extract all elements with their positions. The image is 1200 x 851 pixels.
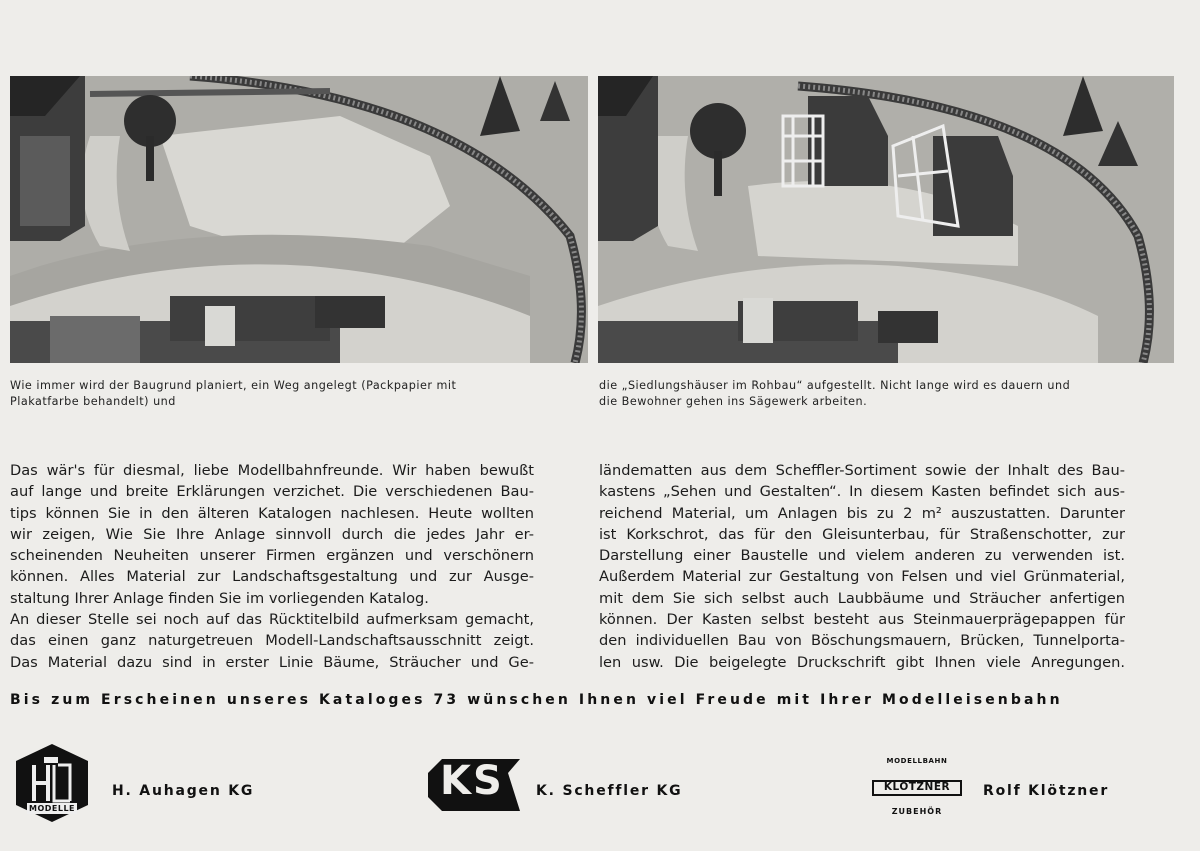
photo-caption-left (10, 378, 456, 410)
body-line: mit dem Sie sich selbst auch Laubbäume und Sträucher anfertigen (599, 589, 1125, 607)
auhagen-modelle-logo-icon (14, 743, 90, 827)
company-scheffler: K. Scheffler KG (536, 783, 683, 799)
ks-logo-text: KS (440, 758, 504, 804)
body-line: können. Alles Material zur Landschaftsgestaltung und zur Ausge- (10, 568, 534, 586)
body-line: wir zeigen, Wie Sie Ihre Anlage sinnvoll durch die jedes Jahr er- (10, 525, 534, 543)
body-line: den individuellen Bau von Böschungsmauern, Brücken, Tunnelporta- (599, 632, 1125, 650)
caption-line: Wie immer wird der Baugrund planiert, ein Weg angelegt (Packpapier mit (10, 379, 457, 392)
body-text-right-column (599, 460, 1125, 673)
caption-line: die „Siedlungshäuser im Rohbau“ aufgestellt. Nicht lange wird es dauern und (599, 379, 1071, 392)
body-line: das einen ganz naturgetreuen Modell-Landschaftsausschnitt zeigt. (10, 632, 534, 650)
kloetzner-logo-text: KLÖTZNER (883, 781, 951, 793)
photo-houses-under-construction (598, 76, 1174, 363)
body-line: staltung Ihrer Anlage finden Sie im vorliegenden Katalog. (10, 589, 429, 607)
body-line: können. Der Kasten selbst besteht aus Steinmauerprägepappen für (599, 611, 1125, 629)
body-text-left-column (10, 460, 534, 673)
body-line: scheinenden Neuheiten unserer Firmen ergänzen und verschönern (10, 547, 534, 565)
company-kloetzner: Rolf Klötzner (983, 783, 1110, 799)
body-line: tips können Sie in den älteren Katalogen nachlesen. Heute wollten (10, 504, 534, 522)
body-line: Das Material dazu sind in erster Linie Bäume, Sträucher und Ge- (10, 653, 534, 671)
body-line: kastens „Sehen und Gestalten“. In diesem Kasten befindet sich aus- (599, 483, 1125, 501)
body-line: ist Korkschrot, das für den Gleisunterbau, für Straßenschotter, zur (599, 525, 1125, 543)
body-line: An dieser Stelle sei noch auf das Rücktitelbild aufmerksam gemacht, (10, 611, 534, 629)
kloetzner-logo-arc-bottom: ZUBEHÖR (891, 807, 943, 816)
photo-leveled-ground (10, 76, 588, 363)
company-auhagen: H. Auhagen KG (112, 783, 255, 799)
body-line: len usw. Die beigelegte Druckschrift gibt Ihnen viele Anregungen. (599, 653, 1125, 671)
body-line: ländematten aus dem Scheffler-Sortiment sowie der Inhalt des Bau- (599, 462, 1125, 479)
body-line: Darstellung einer Baustelle und vielem anderen zu verwenden ist. (599, 547, 1125, 565)
caption-line: die Bewohner gehen ins Sägewerk arbeiten. (599, 395, 868, 408)
auhagen-logo-text: MODELLE (28, 804, 76, 813)
photo-caption-right (599, 378, 1070, 410)
caption-line: Plakatfarbe behandelt) und (10, 395, 176, 408)
closing-tagline: Bis zum Erscheinen unseres Kataloges 73 wünschen Ihnen viel Freude mit Ihrer Modelleisenbahn (10, 692, 1063, 708)
body-line: Außerdem Material zur Gestaltung von Felsen und viel Grünmaterial, (599, 568, 1125, 586)
body-line: Das wär's für diesmal, liebe Modellbahnfreunde. Wir haben bewußt (10, 462, 534, 479)
body-line: auf lange und breite Erklärungen verzichet. Die verschiedenen Bau- (10, 483, 534, 501)
kloetzner-logo-arc-top: MODELLBAHN (886, 757, 948, 765)
body-line: reichend Material, um Anlagen bis zu 2 m² auszustatten. Darunter (599, 504, 1125, 522)
